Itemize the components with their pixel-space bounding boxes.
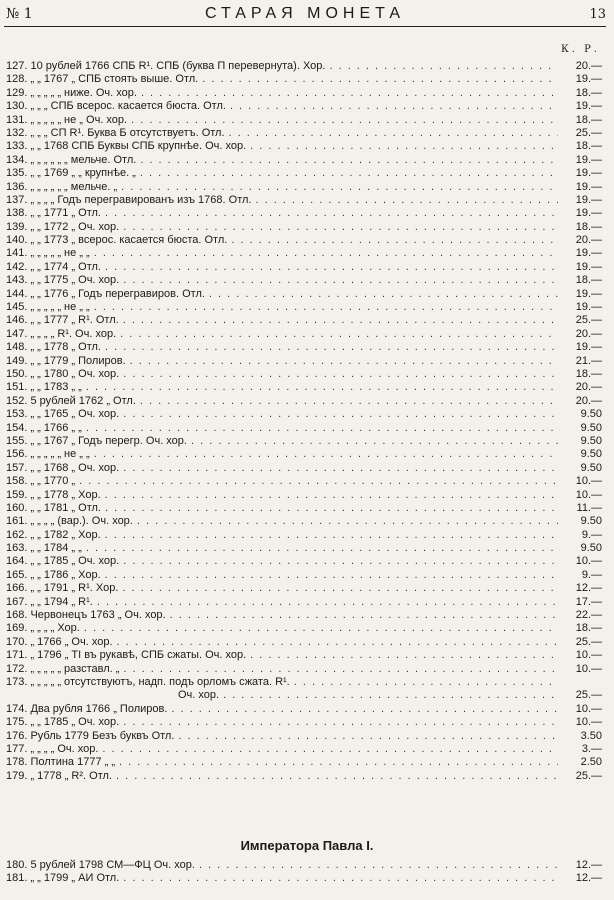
item-price: 19.— — [575, 180, 602, 193]
list-item — [6, 301, 602, 314]
list-item — [6, 636, 602, 649]
item-description: 166. „ „ 1791 „ R¹. Хор. . . . — [6, 582, 558, 595]
item-description: 179. „ 1778 „ R². Отл. . . . — [6, 770, 558, 783]
item-description: 145. „ „ „ „ „ не „ „ . . . — [6, 301, 558, 314]
item-description: 137. „ „ „ „ Годъ перегравированъ изъ 1768. Отл. . . . — [6, 194, 558, 207]
item-price: 18.— — [575, 113, 602, 126]
item-description: 127. 10 рублей 1766 СПБ R¹. СПБ (буква П перевернута). Хор. . . . — [6, 60, 558, 73]
list-item — [6, 73, 602, 86]
item-price: 12.— — [575, 582, 602, 595]
item-description: 129. „ „ „ „ „ ниже. Оч. хор. . . . — [6, 87, 558, 100]
item-price: 12.— — [575, 859, 602, 871]
list-item — [6, 743, 602, 756]
list-item — [6, 100, 602, 113]
item-description: 169. „ „ „ „ Хор. . . . — [6, 622, 558, 635]
item-description: 130. „ „ „ СПБ всерос. касается бюста. Отл. . . . — [6, 100, 558, 113]
list-item — [6, 221, 602, 234]
item-price: 3.— — [581, 742, 602, 755]
list-item — [6, 261, 602, 274]
journal-title: СТАРАЯ МОНЕТА — [204, 5, 406, 22]
item-description: 139. „ „ 1772 „ Оч. хор. . . . — [6, 221, 558, 234]
list-item — [6, 770, 602, 783]
item-price: 25.— — [575, 769, 602, 782]
list-item — [6, 114, 602, 127]
item-price: 18.— — [575, 140, 602, 153]
item-price: 19.— — [575, 287, 602, 300]
list-item — [6, 596, 602, 609]
list-item — [6, 529, 602, 542]
list-item — [6, 194, 602, 207]
item-price: 18.— — [575, 86, 602, 99]
item-description: 150. „ „ 1780 „ Оч. хор. . . . — [6, 368, 558, 381]
item-price: 19.— — [575, 301, 602, 314]
item-description: 128. „ „ 1767 „ СПБ стоять выше. Отл. . . . — [6, 73, 558, 86]
item-description: 162. „ „ 1782 „ Хор. . . . — [6, 529, 558, 542]
item-price: 10.— — [575, 555, 602, 568]
list-item — [6, 140, 602, 153]
item-price: 9.50 — [580, 448, 602, 461]
item-price: 18.— — [575, 220, 602, 233]
item-price: 20.— — [575, 394, 602, 407]
list-item — [6, 569, 602, 582]
item-description: 132. „ „ „ СП R¹. Буква Б отсутствуетъ. Отл. . . . — [6, 127, 558, 140]
item-description: 172. „ „ „ „ „ разставл. „ . . . — [6, 663, 558, 676]
item-description: 163. „ „ 1784 „ „ . . . — [6, 542, 558, 555]
item-price: 19.— — [575, 260, 602, 273]
item-price: 9.— — [581, 568, 602, 581]
item-price: 3.50 — [580, 729, 602, 742]
list-item — [6, 328, 602, 341]
item-price: 17.— — [575, 595, 602, 608]
list-item — [6, 395, 602, 408]
item-price: 19.— — [575, 341, 602, 354]
list-item — [6, 181, 602, 194]
item-price: 9.50 — [580, 515, 602, 528]
item-price: 9.50 — [580, 542, 602, 555]
item-price: 10.— — [575, 662, 602, 675]
item-description: 160. „ „ 1781 „ Отл. . . . — [6, 502, 558, 515]
item-price: 18.— — [575, 274, 602, 287]
item-price: 9.— — [581, 528, 602, 541]
list-item — [6, 448, 602, 461]
item-description: 151. „ „ 1783 „ „ . . . — [6, 381, 558, 394]
item-description: 180. 5 рублей 1798 СМ—ФЦ Оч. хор. . . . — [6, 859, 558, 872]
item-description: 152. 5 рублей 1762 „ Отл. . . . — [6, 395, 558, 408]
item-price: 12.— — [575, 872, 602, 885]
item-description: 148. „ „ 1778 „ Отл. . . . — [6, 341, 558, 354]
item-price: 20.— — [575, 234, 602, 247]
list-item — [6, 609, 602, 622]
list-item — [6, 408, 602, 421]
item-description: 168. Червонецъ 1763 „ Оч. хор. . . . — [6, 609, 558, 622]
item-price: 19.— — [575, 247, 602, 260]
item-price: 10.— — [575, 702, 602, 715]
item-price: 10.— — [575, 649, 602, 662]
coin-price-list — [6, 60, 602, 783]
section-title: Императора Павла I. — [240, 838, 374, 853]
list-item — [6, 582, 602, 595]
item-price: 19.— — [575, 193, 602, 206]
item-price: 18.— — [575, 622, 602, 635]
item-price: 9.50 — [580, 461, 602, 474]
page-header — [4, 4, 606, 27]
list-item — [6, 756, 602, 769]
list-item — [6, 154, 602, 167]
list-item — [6, 502, 602, 515]
item-description: 158. „ „ 1770 „ . . . — [6, 475, 558, 488]
issue-number: № 1 — [6, 6, 33, 22]
item-description: 161. „ „ „ „ (вар.). Оч. хор. . . . — [6, 515, 558, 528]
item-price: 9.50 — [580, 421, 602, 434]
list-item — [6, 489, 602, 502]
item-price: 19.— — [575, 100, 602, 113]
item-description: 167. „ „ 1794 „ R¹. . . . — [6, 596, 558, 609]
item-description: 165. „ „ 1786 „ Хор. . . . — [6, 569, 558, 582]
item-description: 147. „ „ „ „ R¹. Оч. хор. . . . — [6, 328, 558, 341]
item-price: 25.— — [575, 635, 602, 648]
item-description: 175. „ „ 1785 „ Оч. хор. . . . — [6, 716, 558, 729]
list-item — [6, 730, 602, 743]
item-description: 133. „ „ 1768 СПБ Буквы СПБ крупнѣе. Оч. хор. . . . — [6, 140, 558, 153]
item-description: 140. „ „ 1773 „ всерос. касается бюста. Отл. . . . — [6, 234, 558, 247]
item-description: 142. „ „ 1774 „ Отл. . . . — [6, 261, 558, 274]
item-price: 20.— — [575, 60, 602, 72]
item-price: 20.— — [575, 381, 602, 394]
item-description: 164. „ „ 1785 „ Оч. хор. . . . — [6, 555, 558, 568]
item-description: 177. „ „ „ „ Оч. хор. . . . — [6, 743, 558, 756]
item-description: 131. „ „ „ „ „ не „ Оч. хор. . . . — [6, 114, 558, 127]
item-description: Оч. хор. . . . — [6, 689, 558, 702]
item-price: 19.— — [575, 73, 602, 86]
item-price: 21.— — [575, 354, 602, 367]
list-item — [6, 663, 602, 676]
item-description: 134. „ „ „ „ „ „ мельче. Отл. . . . — [6, 154, 558, 167]
item-price: 19.— — [575, 207, 602, 220]
item-price: 22.— — [575, 609, 602, 622]
list-item — [6, 368, 602, 381]
item-price: 9.50 — [580, 434, 602, 447]
item-description: 174. Два рубля 1766 „ Полиров. . . . — [6, 703, 558, 716]
list-item — [6, 288, 602, 301]
list-item — [6, 435, 602, 448]
list-item — [6, 703, 602, 716]
item-description: 144. „ „ 1776 „ Годъ перегравиров. Отл. . . . — [6, 288, 558, 301]
list-item — [6, 649, 602, 662]
coin-price-list-paul — [6, 859, 602, 886]
item-price: 9.50 — [580, 408, 602, 421]
list-item — [6, 422, 602, 435]
currency-units: К. Р. — [560, 44, 600, 55]
list-item — [6, 314, 602, 327]
list-item — [6, 207, 602, 220]
list-item — [6, 515, 602, 528]
item-description: 149. „ „ 1779 „ Полиров. . . . — [6, 355, 558, 368]
item-description: 156. „ „ „ „ „ не „ „ . . . — [6, 448, 558, 461]
item-price: 20.— — [575, 327, 602, 340]
list-item — [6, 622, 602, 635]
list-item — [6, 127, 602, 140]
item-price: 25.— — [575, 689, 602, 702]
page-number: 13 — [589, 7, 606, 22]
item-description: 136. „ „ „ „ „ „ мельче. „ . . . — [6, 181, 558, 194]
item-price: 10.— — [575, 488, 602, 501]
list-item — [6, 859, 602, 872]
list-item — [6, 381, 602, 394]
item-description: 176. Рубль 1779 Безъ буквъ Отл. . . . — [6, 730, 558, 743]
item-description: 178. Полтина 1777 „ „ . . . — [6, 756, 558, 769]
list-item — [6, 462, 602, 475]
list-item — [6, 716, 602, 729]
item-price: 19.— — [575, 167, 602, 180]
item-price: 2.50 — [580, 756, 602, 769]
item-description: 141. „ „ „ „ „ не „ „ . . . — [6, 247, 558, 260]
item-price: 18.— — [575, 367, 602, 380]
item-description: 135. „ „ 1769 „ „ крупнѣе. „ . . . — [6, 167, 558, 180]
list-item — [6, 689, 602, 702]
list-item — [6, 676, 602, 689]
item-description: 155. „ „ 1767 „ Годъ перегр. Оч. хор. . . . — [6, 435, 558, 448]
item-description: 138. „ „ 1771 „ Отл. . . . — [6, 207, 558, 220]
item-price: 10.— — [575, 716, 602, 729]
item-description: 170. „ 1766 „ Оч. хор. . . . — [6, 636, 558, 649]
list-item — [6, 247, 602, 260]
list-item — [6, 87, 602, 100]
item-price: 25.— — [575, 126, 602, 139]
list-item — [6, 234, 602, 247]
list-item — [6, 341, 602, 354]
item-price: 19.— — [575, 153, 602, 166]
item-description: 157. „ „ 1768 „ Оч. хор. . . . — [6, 462, 558, 475]
item-description: 173. „ „ „ „ „ отсутствуютъ, надп. подъ орломъ сжата. R¹. . . . — [6, 676, 558, 689]
list-item — [6, 872, 602, 885]
item-description: 171. „ 1796 „ ТI въ рукавѣ, СПБ сжаты. Оч. хор. . . . — [6, 649, 558, 662]
item-description: 146. „ „ 1777 „ R¹. Отл. . . . — [6, 314, 558, 327]
list-item — [6, 475, 602, 488]
list-item — [6, 555, 602, 568]
item-description: 143. „ „ 1775 „ Оч. хор. . . . — [6, 274, 558, 287]
item-price: 11.— — [576, 501, 602, 514]
list-item — [6, 167, 602, 180]
list-item — [6, 274, 602, 287]
list-item — [6, 355, 602, 368]
list-item — [6, 60, 602, 73]
item-description: 154. „ „ 1766 „ „ . . . — [6, 422, 558, 435]
item-description: 153. „ „ 1765 „ Оч. хор. . . . — [6, 408, 558, 421]
item-description: 181. „ „ 1799 „ АИ Отл. . . . — [6, 872, 558, 885]
item-price: 10.— — [575, 475, 602, 488]
list-item — [6, 542, 602, 555]
item-description: 159. „ „ 1778 „ Хор. . . . — [6, 489, 558, 502]
item-price: 25.— — [575, 314, 602, 327]
